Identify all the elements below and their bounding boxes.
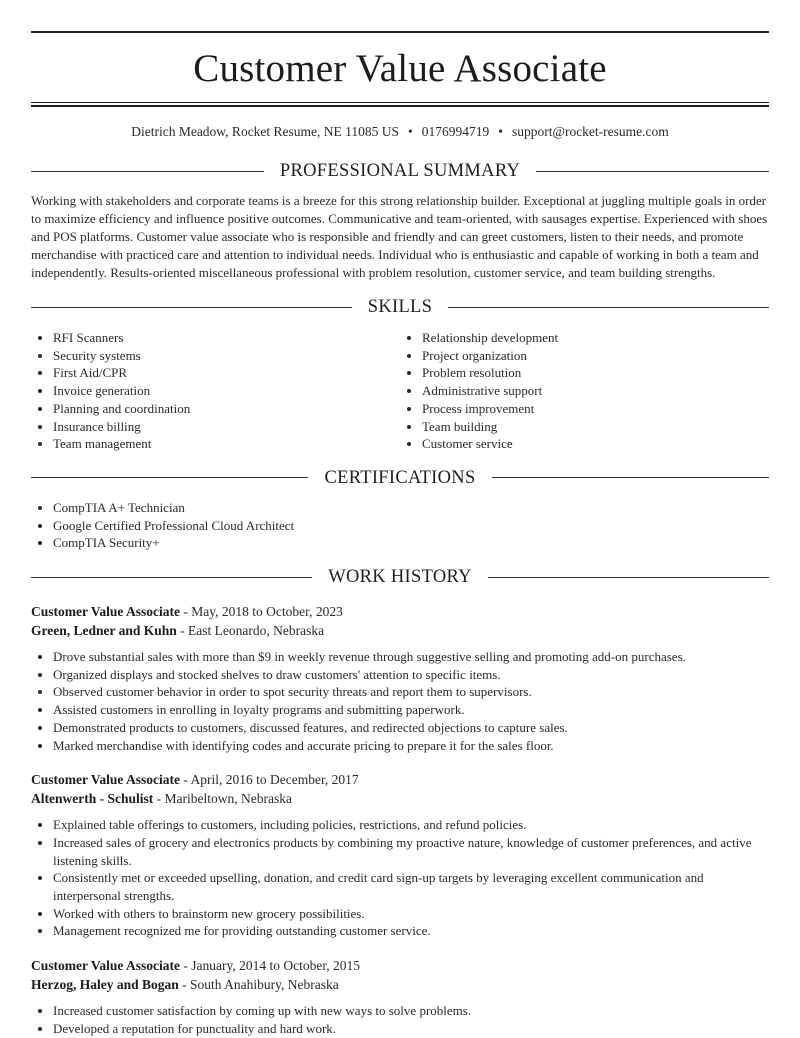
skill-item: • Administrative support [422,382,769,400]
contact-line [31,122,769,142]
heading-rule [31,171,264,172]
skill-item: • Problem resolution [422,364,769,382]
contact-address: Dietrich Meadow, Rocket Resume, NE 11085 US [131,124,400,139]
skill-item: • Security systems [53,347,400,365]
job-company-line [31,621,769,640]
job-bullet: • Marked merchandise with identifying codes and accurate pricing to prepare it for the sales floor. [53,737,769,755]
job-bullet: • Increased sales of grocery and electronics products by combining my proactive nature, knowledge of customer preferences, and active listening skills. [53,834,769,869]
resume-page [31,31,769,1038]
job-bullet: • Drove substantial sales with more than $9 in weekly revenue through suggestive selling and promoting add-on purchases. [53,648,769,666]
heading-rule [31,577,312,578]
contact-separator: • [498,124,504,139]
skill-item: • Team building [422,418,769,436]
skills-columns [31,329,769,453]
job-company: Altenwerth - Schulist [31,791,154,807]
job-company: Green, Ledner and Kuhn [31,623,177,639]
job-title: Customer Value Associate [31,772,181,788]
section-heading-summary [31,158,769,184]
section-heading-certifications [31,465,769,491]
job-bullets [31,1002,769,1037]
job-bullet: • Management recognized me for providing outstanding customer service. [53,922,769,940]
summary-text: Working with stakeholders and corporate teams is a breeze for this strong relationship builder. Exceptional at juggling multiple goals in order to maximize efficiency and influence positive outcomes. Communicative and team-oriented, with sausages expertise. Experienced with shoes and POS platforms. Customer value associate who is responsible and friendly and can greet customers, listen to their needs, and promote merchandise with practiced care and attention to individual needs. Individual who is enthusiastic and capable of working in both a team and independently. Results-oriented miscellaneous professional with problem resolution, customer service, and team building strengths. [31,193,768,280]
contact-phone: 0176994719 [421,124,490,139]
certification-item: • Google Certified Professional Cloud Architect [53,517,769,535]
certification-item: • CompTIA A+ Technician [53,499,769,517]
job-title: Customer Value Associate [31,958,181,974]
skill-item: • Invoice generation [53,382,400,400]
skill-item: • RFI Scanners [53,329,400,347]
heading-rule [448,307,769,308]
heading-rule [31,477,308,478]
job-bullet: • Observed customer behavior in order to spot security threats and report them to supervisors. [53,683,769,701]
job-entry [31,770,769,940]
skill-item: • Process improvement [422,400,769,418]
job-bullet: • Developed a reputation for punctuality and hard work. [53,1020,769,1038]
job-company: Herzog, Haley and Bogan [31,977,179,993]
job-bullet: • Organized displays and stocked shelves to draw customers' attention to specific items. [53,666,769,684]
section-title: PROFESSIONAL SUMMARY [279,161,521,181]
job-dates: - May, 2018 to October, 2023 [183,604,343,620]
job-title-line [31,602,769,621]
skill-item: • Insurance billing [53,418,400,436]
job-bullet: • Demonstrated products to customers, discussed features, and redirected objections to capture sales. [53,719,769,737]
job-location: - South Anahibury, Nebraska [182,977,339,993]
job-company-line [31,975,769,994]
skill-item: • Customer service [422,435,769,453]
skill-item: • Planning and coordination [53,400,400,418]
skill-item: • Team management [53,435,400,453]
section-title: WORK HISTORY [328,567,472,588]
job-company-line [31,789,769,808]
job-dates: - April, 2016 to December, 2017 [183,772,359,788]
section-title: CERTIFICATIONS [324,467,476,488]
heading-rule [492,477,769,478]
heading-rule [31,307,352,308]
job-entry [31,602,769,754]
skills-list-left [31,329,400,453]
job-title-line [31,770,769,789]
job-title-line [31,956,769,975]
certifications-list [31,499,769,552]
job-entry [31,956,769,1037]
job-bullet: • Consistently met or exceeded upselling, donation, and credit card sign-up targets by leveraging excellent communication and interpersonal strengths. [53,869,769,904]
contact-email: support@rocket-resume.com [512,124,669,139]
job-bullets [31,816,769,940]
job-title: Customer Value Associate [31,604,181,620]
job-bullet: • Increased customer satisfaction by coming up with new ways to solve problems. [53,1002,769,1020]
skills-list-right [400,329,769,453]
heading-rule [488,577,769,578]
skill-item: • Project organization [422,347,769,365]
heading-rule [536,171,769,172]
skill-item: • First Aid/CPR [53,364,400,382]
job-bullets [31,648,769,754]
job-bullet: • Worked with others to brainstorm new grocery possibilities. [53,905,769,923]
job-bullet: • Assisted customers in enrolling in loyalty programs and submitting paperwork. [53,701,769,719]
skill-item: • Relationship development [422,329,769,347]
section-title: SKILLS [367,297,433,317]
job-dates: - January, 2014 to October, 2015 [183,958,361,974]
title-double-rule [31,102,769,107]
top-rule [31,31,769,33]
section-heading-work [31,564,769,590]
work-history [31,602,769,1038]
job-location: - Maribeltown, Nebraska [156,791,292,807]
job-location: - East Leonardo, Nebraska [180,623,325,639]
section-heading-skills [31,294,769,320]
page-title: Customer Value Associate [193,47,607,90]
contact-separator: • [408,124,413,139]
certification-item: • CompTIA Security+ [53,534,769,552]
job-bullet: • Explained table offerings to customers, including policies, restrictions, and refund policies. [53,816,769,834]
